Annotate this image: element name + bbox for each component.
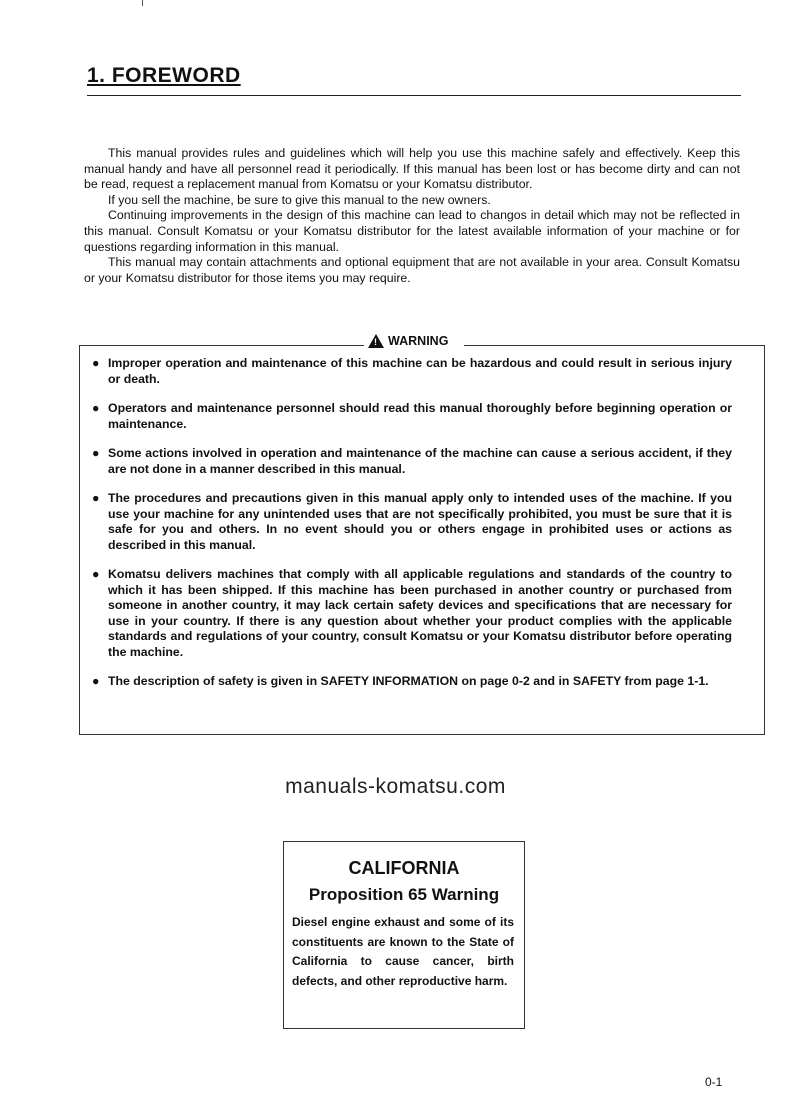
california-prop65-box [283,841,525,1029]
bullet-icon: ● [92,491,100,505]
intro-paragraph: Continuing improvements in the design of this machine can lead to changos in detail which may not be reflected in this manual. Consult Komatsu or your Komatsu distributor for the latest available information of your machine or for questions regarding information in this manual. [84,208,740,254]
warning-list [92,356,732,704]
watermark: manuals-komatsu.com [285,775,506,798]
warning-item: ● The procedures and precautions given in this manual apply only to intended uses of the machine. If you use your machine for any unintended uses that are not specifically prohibited, you must be sure that it is safe for you and others. In no event should you or others engage in prohibited uses or actions as described in this manual. [92,491,732,552]
warning-header [368,334,448,348]
bullet-icon: ● [92,446,100,460]
intro-paragraph: If you sell the machine, be sure to give this manual to the new owners. [108,192,491,207]
page-number: 0-1 [705,1075,723,1089]
california-title: CALIFORNIA [348,858,460,878]
california-subtitle: Proposition 65 Warning [308,885,500,904]
bullet-icon: ● [92,401,100,415]
scan-mark [142,0,143,6]
intro-paragraph: This manual provides rules and guidelines which will help you use this machine safely and effectively. Keep this manual handy and have all personnel read it periodically. If this manual has been lost or has become dirty and can not be read, request a replacement manual from Komatsu or your Komatsu distributor. [84,146,740,192]
warning-item: ● Improper operation and maintenance of this machine can be hazardous and could result in serious injury or death. [92,356,732,386]
foreword-intro [84,146,740,286]
warning-item: ● Some actions involved in operation and maintenance of the machine can cause a serious accident, if they are not done in a manner described in this manual. [92,446,732,476]
bullet-icon: ● [92,674,100,688]
california-body: Diesel engine exhaust and some of its constituents are known to the State of California to cause cancer, birth defects, and other reproductive harm. [292,915,514,988]
warning-item: ● Komatsu delivers machines that comply with all applicable regulations and standards of the country to which it has been shipped. If this machine has been purchased in another country or purchased from someone in another country, it may lack certain safety devices and specifications that are necessary for use in your country. If there is any question about whether your product complies with the applicable standards and regulations of your country, consult Komatsu or your Komatsu distributor before operating the machine. [92,567,732,659]
warning-triangle-icon: ! [368,334,384,348]
page-title: 1. FOREWORD [87,64,241,87]
warning-label: WARNING [388,334,449,348]
bullet-icon: ● [92,567,100,581]
bullet-icon: ● [92,356,100,370]
intro-paragraph: This manual may contain attachments and optional equipment that are not available in your area. Consult Komatsu or your Komatsu distributor for those items you may require. [84,255,740,285]
warning-item: ● Operators and maintenance personnel should read this manual thoroughly before beginning operation or maintenance. [92,401,732,431]
title-rule [87,95,741,96]
warning-item: ● The description of safety is given in SAFETY INFORMATION on page 0-2 and in SAFETY from page 1-1. [92,674,709,688]
